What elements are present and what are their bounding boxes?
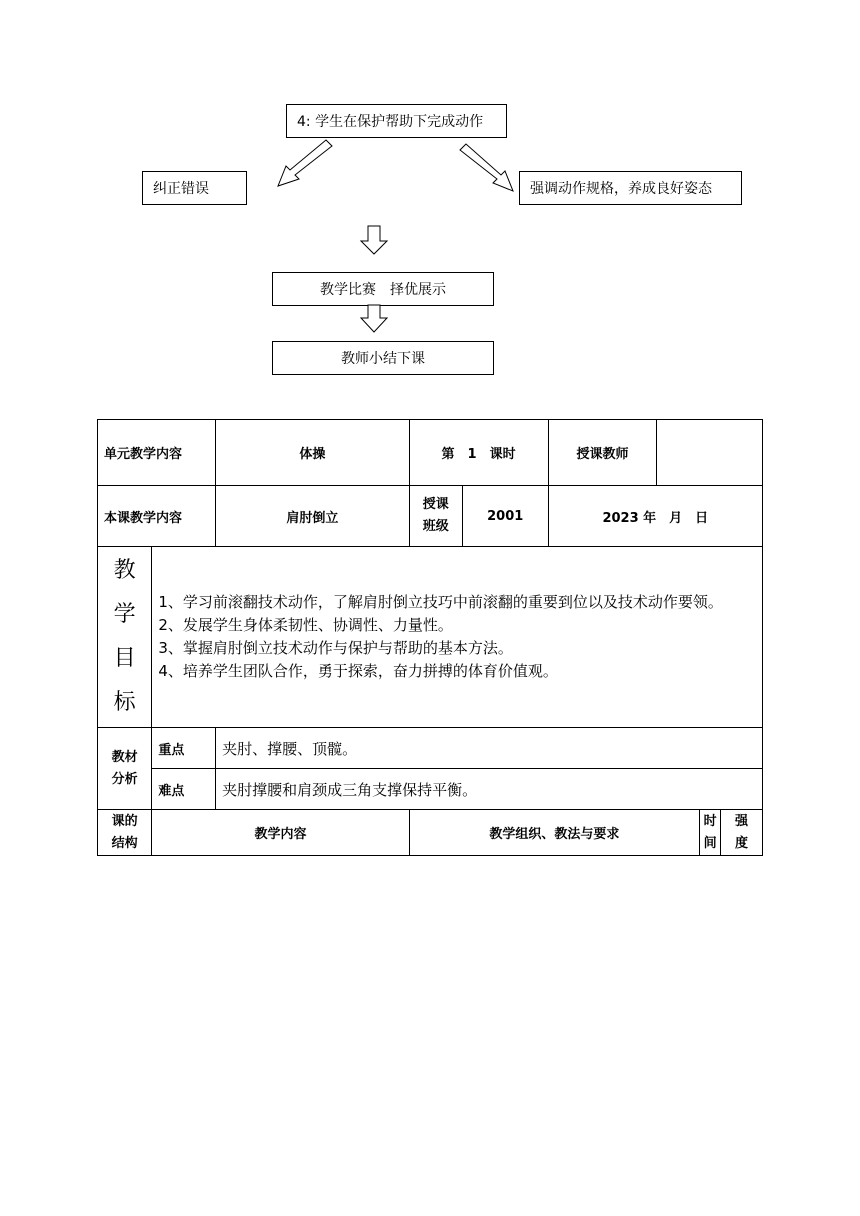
key-points-value: 夹肘、撑腰、顶髋。	[216, 728, 763, 769]
goal-item: 1、学习前滚翻技术动作，了解肩肘倒立技巧中前滚翻的重要到位以及技术动作要领。	[158, 593, 723, 611]
lesson-plan-table	[97, 419, 763, 856]
table-row	[98, 769, 763, 810]
table-row	[98, 547, 763, 728]
teaching-org-header: 教学组织、教法与要求	[409, 810, 700, 856]
table-row	[98, 486, 763, 547]
teacher-value	[657, 420, 763, 486]
goals-title-char: 学	[113, 602, 136, 627]
flow-correct-errors-text: 纠正错误	[153, 181, 209, 197]
flow-summary-text: 教师小结下课	[341, 351, 425, 367]
analysis-label-line2: 分析	[111, 771, 138, 787]
arrow-down-left-icon	[278, 140, 332, 186]
intensity-header-line2: 度	[735, 835, 749, 851]
class-value: 2001	[462, 486, 548, 547]
goals-title-char: 教	[113, 558, 136, 583]
key-points-label: 重点	[152, 728, 216, 769]
flow-step4-text: 4: 学生在保护帮助下完成动作	[297, 114, 484, 130]
flow-step4-box	[286, 104, 507, 138]
time-header-line2: 间	[703, 835, 717, 851]
analysis-label-line1: 教材	[111, 749, 138, 765]
arrow-down-right-icon	[460, 144, 513, 191]
difficulty-value: 夹肘撑腰和肩颈成三角支撑保持平衡。	[216, 769, 763, 810]
intensity-header	[721, 810, 763, 856]
table-row	[98, 810, 763, 856]
table-row	[98, 420, 763, 486]
arrow-down-icon	[361, 226, 387, 254]
class-label	[409, 486, 462, 547]
time-header	[700, 810, 721, 856]
goal-item: 2、发展学生身体柔韧性、协调性、力量性。	[158, 616, 453, 634]
flow-correct-errors-box	[142, 171, 247, 205]
teaching-content-header: 教学内容	[152, 810, 409, 856]
time-header-line1: 时	[703, 813, 717, 829]
unit-value: 体操	[216, 420, 409, 486]
flow-emphasize-text: 强调动作规格，养成良好姿态	[530, 181, 712, 197]
class-label-line1: 授课	[422, 497, 449, 512]
content-label: 本课教学内容	[98, 486, 216, 547]
goals-title-char: 目	[113, 646, 136, 671]
flow-summary-box	[272, 341, 494, 375]
difficulty-label: 难点	[152, 769, 216, 810]
analysis-label	[98, 728, 152, 810]
lesson-date: 2023 年 月 日	[548, 486, 762, 547]
teacher-label: 授课教师	[548, 420, 657, 486]
goals-title-char: 标	[113, 690, 136, 715]
flow-competition-text: 教学比赛 择优展示	[320, 282, 446, 298]
flow-competition-box	[272, 272, 494, 306]
intensity-header-line1: 强	[735, 813, 749, 829]
structure-label	[98, 810, 152, 856]
structure-label-line2: 结构	[111, 835, 138, 851]
flow-emphasize-box	[519, 171, 742, 205]
unit-label: 单元教学内容	[98, 420, 216, 486]
arrow-down-icon	[361, 305, 387, 332]
goals-content	[152, 547, 763, 728]
goals-title	[98, 547, 152, 728]
content-value: 肩肘倒立	[216, 486, 409, 547]
class-label-line2: 班级	[422, 519, 449, 534]
goal-item: 4、培养学生团队合作，勇于探索，奋力拼搏的体育价值观。	[158, 662, 558, 680]
table-row	[98, 728, 763, 769]
goal-item: 3、掌握肩肘倒立技术动作与保护与帮助的基本方法。	[158, 639, 513, 657]
structure-label-line1: 课的	[111, 813, 138, 829]
lesson-number: 第 1 课时	[409, 420, 548, 486]
